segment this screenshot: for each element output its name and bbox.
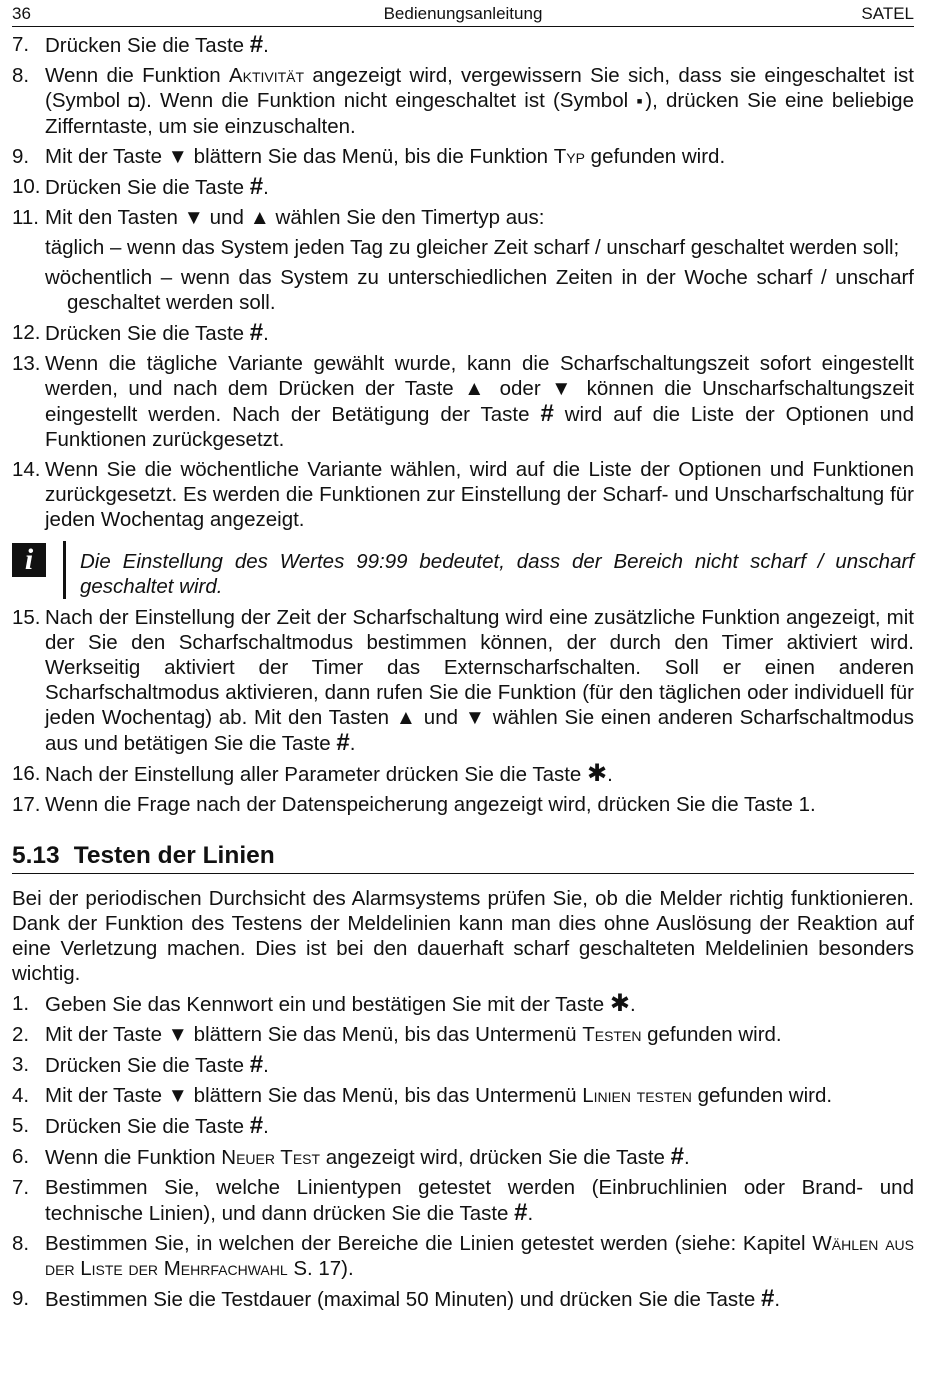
list-item (12, 1083, 914, 1108)
sub-item-weekly: wöchentlich – wenn das System zu unterschiedlichen Zeiten in der Woche scharf / unscharf geschaltet werden soll. (45, 266, 914, 314)
hash-key-icon: # (514, 1199, 528, 1226)
list-item (12, 63, 914, 139)
star-key-icon: ✱ (587, 760, 608, 787)
item-number: 7. (12, 33, 30, 56)
item-number: 8. (12, 1232, 30, 1255)
list-item (12, 144, 914, 169)
list-item (12, 1286, 914, 1312)
hash-key-icon: # (670, 1143, 685, 1170)
item-text: Bestimmen Sie die Testdauer (maximal 50 Minuten) und drücken Sie die Taste #. (45, 1285, 781, 1312)
item-number: 2. (12, 1023, 30, 1046)
hash-key-icon: # (336, 729, 350, 756)
list-item (12, 792, 914, 817)
item-number: 16. (12, 762, 41, 785)
item-text: Mit der Taste ▼ blättern Sie das Menü, bis das Untermenü Testen gefunden wird. (45, 1023, 782, 1046)
header-title: Bedienungsanleitung (383, 4, 543, 23)
item-number: 17. (12, 793, 41, 816)
down-arrow-icon: ▼ (183, 206, 204, 229)
list-item (12, 761, 914, 787)
list-item (12, 1175, 914, 1226)
item-text: Wenn Sie die wöchentliche Variante wählen, wird auf die Liste der Optionen und Funktionen zurückgesetzt. Es werden die Funktionen zur Einstellung der Scharf- und Unscharfschaltung für jeden Wochentag angezeigt. (45, 458, 914, 531)
down-arrow-icon: ▼ (167, 1084, 188, 1107)
up-arrow-icon: ▲ (464, 377, 490, 400)
manual-page (12, 4, 914, 1312)
item-text: Bestimmen Sie, in welchen der Bereiche die Linien getestet werden (siehe: Kapitel Wählen aus der Liste der Mehrfachwahl S. 17). (45, 1232, 914, 1280)
section-number: 5.13 (12, 842, 60, 869)
item-number: 15. (12, 606, 41, 629)
star-key-icon: ✱ (609, 990, 630, 1017)
list-item (12, 1052, 914, 1078)
hash-key-icon: # (249, 319, 264, 346)
down-arrow-icon: ▼ (167, 145, 188, 168)
hash-key-icon: # (760, 1285, 775, 1312)
item-number: 10. (12, 175, 41, 198)
hash-key-icon: # (249, 173, 264, 200)
item-text: Drücken Sie die Taste #. (45, 1112, 269, 1139)
list-item (12, 320, 914, 346)
item-number: 12. (12, 321, 41, 344)
item-text: Nach der Einstellung aller Parameter drücken Sie die Taste ✱. (45, 760, 613, 787)
page-header (12, 4, 914, 27)
item-number: 9. (12, 1287, 30, 1310)
item-text: Wenn die Funktion Neuer Test angezeigt wird, drücken Sie die Taste #. (45, 1143, 690, 1170)
up-arrow-icon: ▲ (249, 206, 270, 229)
item-number: 4. (12, 1084, 30, 1107)
item-text: Mit der Taste ▼ blättern Sie das Menü, bis das Untermenü Linien testen gefunden wird. (45, 1084, 833, 1107)
item-text: Mit den Tasten ▼ und ▲ wählen Sie den Timertyp aus: (45, 206, 545, 229)
list-item (12, 205, 914, 230)
steps-list-c (12, 991, 914, 1312)
item-number: 9. (12, 145, 30, 168)
up-arrow-icon: ▲ (395, 706, 418, 729)
list-item (12, 174, 914, 200)
item-text: Wenn die Funktion Aktivität angezeigt wird, vergewissern Sie sich, dass sie eingeschaltet ist (Symbol ◘). Wenn die Funktion nicht eingeschaltet ist (Symbol ▪), drücken Sie eine beliebige Zifferntaste, um sie einzuschalten. (45, 64, 914, 138)
item-text: Drücken Sie die Taste #. (45, 319, 269, 346)
note-divider (63, 541, 66, 599)
header-brand: SATEL (861, 4, 914, 23)
item-text: Bestimmen Sie, welche Linientypen getestet werden (Einbruchlinien oder Brand- und technische Linien), und dann drücken Sie die Taste #. (45, 1176, 914, 1226)
item-number: 13. (12, 352, 41, 375)
info-note (12, 541, 914, 599)
item-text: Drücken Sie die Taste #. (45, 31, 269, 58)
item-number: 6. (12, 1145, 30, 1168)
item-number: 5. (12, 1114, 30, 1137)
item-number: 3. (12, 1053, 30, 1076)
item-text: Nach der Einstellung der Zeit der Scharfschaltung wird eine zusätzliche Funktion angezeigt, mit der Sie den Scharfschaltmodus bestimmen können, der durch den Timer aktiviert wird. Werkseitig aktiviert der Timer das Externscharfschalten. Soll er einen anderen Scharfschaltmodus aktivieren, dann rufen Sie die Funktion (für den täglichen oder individuell für jeden Wochentag) ab. Mit den Tasten ▲ und ▼ wählen Sie einen anderen Scharfschaltmodus aus und betätigen Sie die Taste #. (45, 606, 914, 756)
page-number: 36 (12, 4, 31, 23)
item-number: 7. (12, 1176, 30, 1199)
hash-key-icon: # (249, 1112, 264, 1139)
list-item (12, 32, 914, 58)
chapter-reference: Wählen aus der Liste der Mehrfachwahl (45, 1232, 914, 1280)
symbol-off-icon: ▪ (636, 91, 646, 111)
hash-key-icon: # (540, 400, 554, 427)
down-arrow-icon: ▼ (551, 377, 577, 400)
list-item (12, 1113, 914, 1139)
item-text: Geben Sie das Kennwort ein und bestätigen Sie mit der Taste ✱. (45, 990, 636, 1017)
steps-list-a (12, 32, 914, 532)
item-text: Wenn die tägliche Variante gewählt wurde, kann die Scharfschaltungszeit sofort eingestellt werden, und nach dem Drücken der Taste ▲ oder ▼ können die Unscharfschaltungszeit eingestellt werden. Nach der Betätigung der Taste # wird auf die Liste der Optionen und Funktionen zurückgesetzt. (45, 352, 915, 451)
list-item (12, 605, 914, 756)
steps-list-b (12, 605, 914, 817)
item-number: 14. (12, 458, 41, 481)
list-item (12, 1022, 914, 1047)
hash-key-icon: # (249, 31, 264, 58)
list-item (12, 1144, 914, 1170)
down-arrow-icon: ▼ (464, 706, 487, 729)
note-text: Die Einstellung des Wertes 99:99 bedeutet, dass der Bereich nicht scharf / unscharf geschaltet wird. (80, 550, 914, 598)
hash-key-icon: # (249, 1051, 264, 1078)
item-number: 8. (12, 64, 30, 87)
symbol-on-icon: ◘ (128, 91, 140, 111)
item-number: 1. (12, 992, 30, 1015)
list-item (12, 1231, 914, 1281)
item-number: 11. (12, 206, 39, 229)
down-arrow-icon: ▼ (167, 1023, 188, 1046)
section-heading (12, 841, 914, 874)
sub-item-daily: täglich – wenn das System jeden Tag zu gleicher Zeit scharf / unscharf geschaltet werden soll; (45, 236, 900, 259)
list-item (12, 351, 914, 452)
item-text: Drücken Sie die Taste #. (45, 1051, 269, 1078)
item-text: Drücken Sie die Taste #. (45, 173, 269, 200)
section-title: Testen der Linien (73, 842, 275, 869)
list-item (12, 991, 914, 1017)
item-text: Wenn die Frage nach der Datenspeicherung angezeigt wird, drücken Sie die Taste 1. (45, 793, 816, 816)
info-icon: i (12, 543, 46, 577)
intro-paragraph: Bei der periodischen Durchsicht des Alarmsystems prüfen Sie, ob die Melder richtig funktionieren. Dank der Funktion des Testens der Meldelinien kann man dies ohne Auslösung der Reaktion auf eine Verletzung machen. Dies ist bei den dauerhaft scharf geschalteten Meldelinien besonders wichtig. (12, 887, 914, 985)
item-text: Mit der Taste ▼ blättern Sie das Menü, bis die Funktion Typ gefunden wird. (45, 145, 726, 168)
list-item (12, 457, 914, 532)
